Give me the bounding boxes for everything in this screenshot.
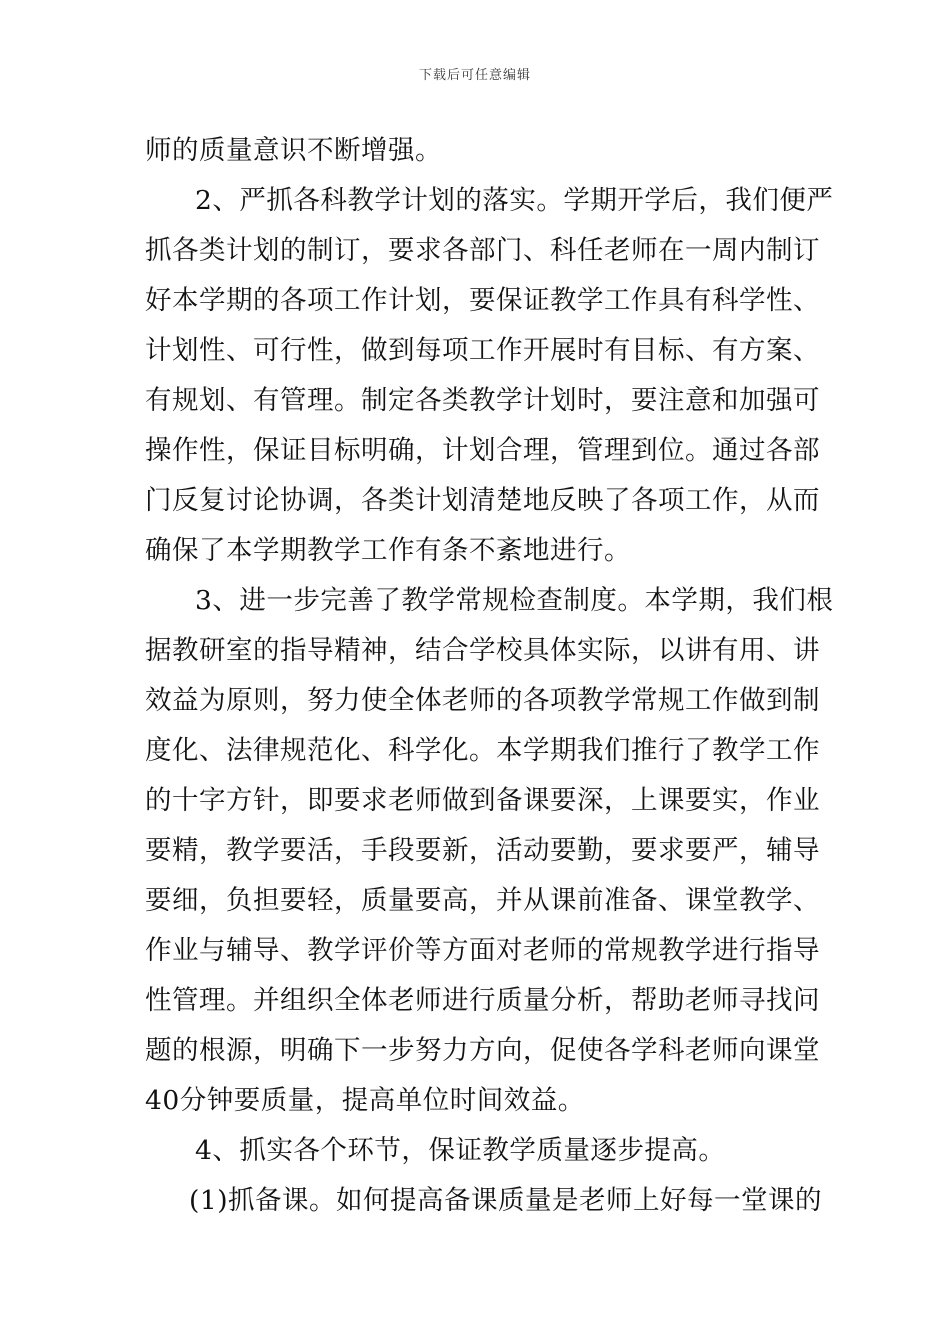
text-line: 师的质量意识不断增强。 — [145, 135, 442, 166]
text-line: 确保了本学期教学工作有条不紊地进行。 — [145, 535, 631, 566]
text-line: 有规划、有管理。制定各类教学计划时，要注意和加强可 — [145, 385, 820, 416]
text-line: 据教研室的指导精神，结合学校具体实际，以讲有用、讲 — [145, 635, 820, 666]
text-line: 性管理。并组织全体老师进行质量分析，帮助老师寻找问 — [145, 985, 820, 1016]
text-line: 好本学期的各项工作计划，要保证教学工作具有科学性、 — [145, 285, 820, 316]
paragraph-start-line: 2、严抓各科教学计划的落实。学期开学后，我们便严 — [195, 185, 834, 216]
text-line: 要细，负担要轻，质量要高，并从课前准备、课堂教学、 — [145, 885, 820, 916]
paragraph-start-line: 3、进一步完善了教学常规检查制度。本学期，我们根 — [195, 585, 834, 616]
page-header: 下载后可任意编辑 — [418, 68, 531, 83]
text-line: 要精，教学要活，手段要新，活动要勤，要求要严，辅导 — [145, 835, 820, 866]
text-line: 抓各类计划的制订，要求各部门、科任老师在一周内制订 — [145, 235, 820, 266]
text-line: 的十字方针，即要求老师做到备课要深，上课要实，作业 — [145, 785, 820, 816]
text-line: 计划性、可行性，做到每项工作开展时有目标、有方案、 — [145, 335, 820, 366]
document-body — [145, 126, 834, 1226]
text-line: 40分钟要质量，提高单位时间效益。 — [145, 1085, 585, 1116]
text-line: 效益为原则，努力使全体老师的各项教学常规工作做到制 — [145, 685, 820, 716]
paragraph-start-line: 4、抓实各个环节，保证教学质量逐步提高。 — [195, 1135, 726, 1166]
paragraph-start-line: (1)抓备课。如何提高备课质量是老师上好每一堂课的 — [189, 1185, 823, 1216]
text-line: 题的根源，明确下一步努力方向，促使各学科老师向课堂 — [145, 1035, 820, 1066]
text-line: 作业与辅导、教学评价等方面对老师的常规教学进行指导 — [145, 935, 820, 966]
text-line: 操作性，保证目标明确，计划合理，管理到位。通过各部 — [145, 435, 820, 466]
text-line: 度化、法律规范化、科学化。本学期我们推行了教学工作 — [145, 735, 820, 766]
text-line: 门反复讨论协调，各类计划清楚地反映了各项工作，从而 — [145, 485, 820, 516]
